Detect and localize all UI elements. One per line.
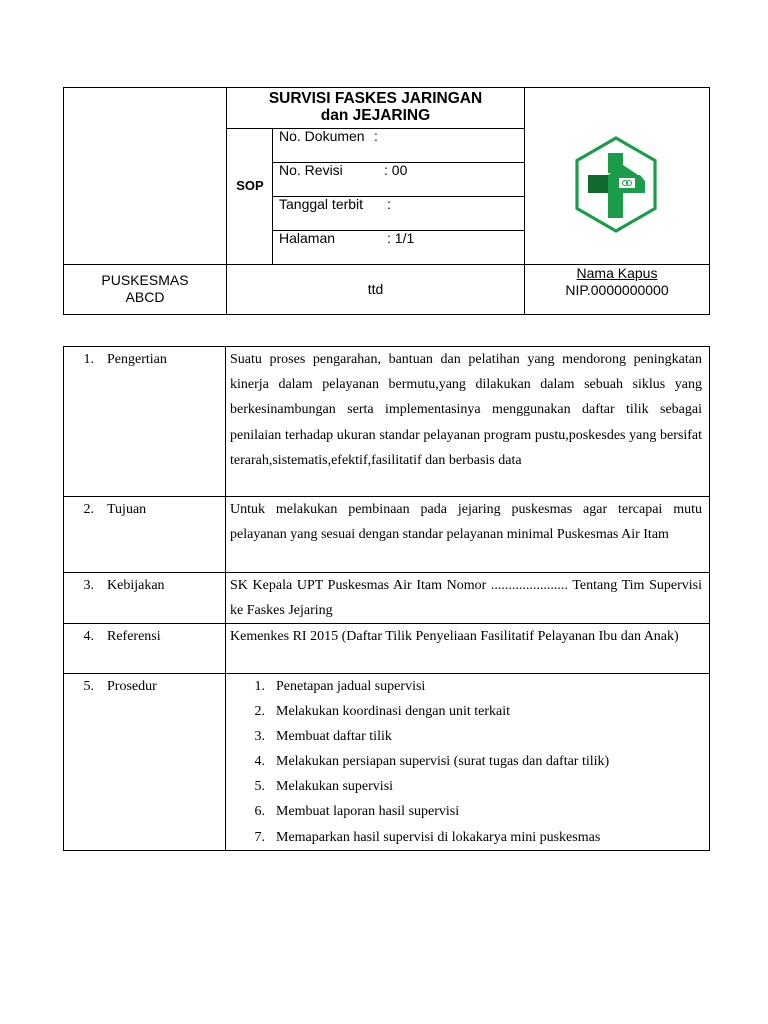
organization-name [64,272,226,306]
step-text: Membuat laporan hasil supervisi [276,804,460,820]
meta-row-no-dokumen [279,128,378,144]
step-text: Melakukan koordinasi dengan unit terkait [276,704,511,720]
kapus-nip: NIP.0000000000 [565,282,669,298]
meta-label: Tanggal terbit [279,196,364,212]
section-text: Suatu proses pengarahan, bantuan dan pelatihan yang mendorong peningkatan kinerja dalam pelayanan bermutu,yang dilakukan dalam sebuah siklus yang berkesinambungan serta implementasinya menggunakan daftar tilik sebagai penilaian terhadap ukuran standar pelayanan program pustu,poskesdes yang bersifat terarah,sistematis,efektif,fasilitatif dan berbasis data [230,352,702,468]
section-number: 5. [83,679,94,694]
list-item [251,825,709,850]
list-item [251,774,709,799]
meta-label: Halaman [279,230,336,246]
section-title: Tujuan [107,502,147,517]
section-text: Untuk melakukan pembinaan pada jejaring puskesmas agar tercapai mutu pelayanan yang sesuai dengan standar pelayanan minimal Puskesmas Air Itam [230,502,702,542]
sop-content-table [63,346,710,851]
section-title: Kebijakan [107,578,165,593]
list-item [251,699,709,724]
step-number: 7. [254,829,265,845]
step-text: Membuat daftar tilik [276,729,392,745]
table-row [64,497,710,573]
section-heading-cell [64,497,226,573]
step-text: Melakukan persiapan supervisi (surat tugas dan daftar tilik) [276,754,610,770]
section-number: 2. [83,502,94,517]
meta-value: : 00 [384,162,408,178]
section-title: Pengertian [107,352,167,367]
section-heading-cell [64,674,226,851]
section-text: Kemenkes RI 2015 (Daftar Tilik Penyeliaan Fasilitatif Pelayanan Ibu dan Anak) [230,629,679,644]
section-body-cell [226,347,710,497]
section-number: 4. [83,629,94,644]
table-row [64,624,710,674]
section-text: SK Kepala UPT Puskesmas Air Itam Nomor ...................... Tentang Tim Supervisi ke Faskes Jejaring [230,578,702,618]
meta-row-no-revisi [279,162,408,178]
step-text: Memaparkan hasil supervisi di lokakarya mini puskesmas [276,829,601,845]
signature-placeholder: ttd [367,281,384,297]
meta-value: : 1/1 [387,230,415,246]
step-text: Melakukan supervisi [276,779,394,795]
section-number: 1. [83,352,94,367]
document-title-line: SURVISI FASKES JARINGAN [268,90,483,107]
kapus-signature-block [524,265,710,299]
step-number: 1. [254,679,265,694]
list-item [251,799,709,824]
table-row [64,347,710,497]
step-number: 6. [254,804,265,820]
section-number: 3. [83,578,94,593]
section-title: Prosedur [107,679,157,694]
table-row [64,674,710,851]
meta-label: No. Revisi [279,162,343,178]
step-number: 5. [254,779,265,795]
step-number: 4. [254,754,265,770]
section-body-cell [226,573,710,624]
kapus-name: Nama Kapus [576,265,658,281]
procedure-list [226,674,709,850]
meta-row-tanggal-terbit [279,196,391,212]
list-item [251,674,709,699]
section-heading-cell [64,573,226,624]
meta-label: No. Dokumen [279,128,365,144]
meta-value: : [374,128,378,144]
section-body-cell [226,674,710,851]
step-text: Penetapan jadual supervisi [276,679,426,694]
section-title: Referensi [107,629,161,644]
step-number: 3. [254,729,265,745]
table-row [64,573,710,624]
sop-label: SOP [236,178,264,193]
meta-value: : [387,196,391,212]
section-body-cell [226,497,710,573]
section-heading-cell [64,624,226,674]
organization-line: PUSKESMAS [101,272,189,288]
list-item [251,724,709,749]
sop-header-table [63,87,710,315]
meta-row-halaman [279,230,415,246]
organization-line: ABCD [125,289,165,305]
document-title [227,90,524,124]
list-item [251,749,709,774]
puskesmas-logo-icon [574,136,658,233]
section-body-cell [226,624,710,674]
document-title-line: dan JEJARING [320,107,431,124]
step-number: 2. [254,704,265,720]
section-heading-cell [64,347,226,497]
